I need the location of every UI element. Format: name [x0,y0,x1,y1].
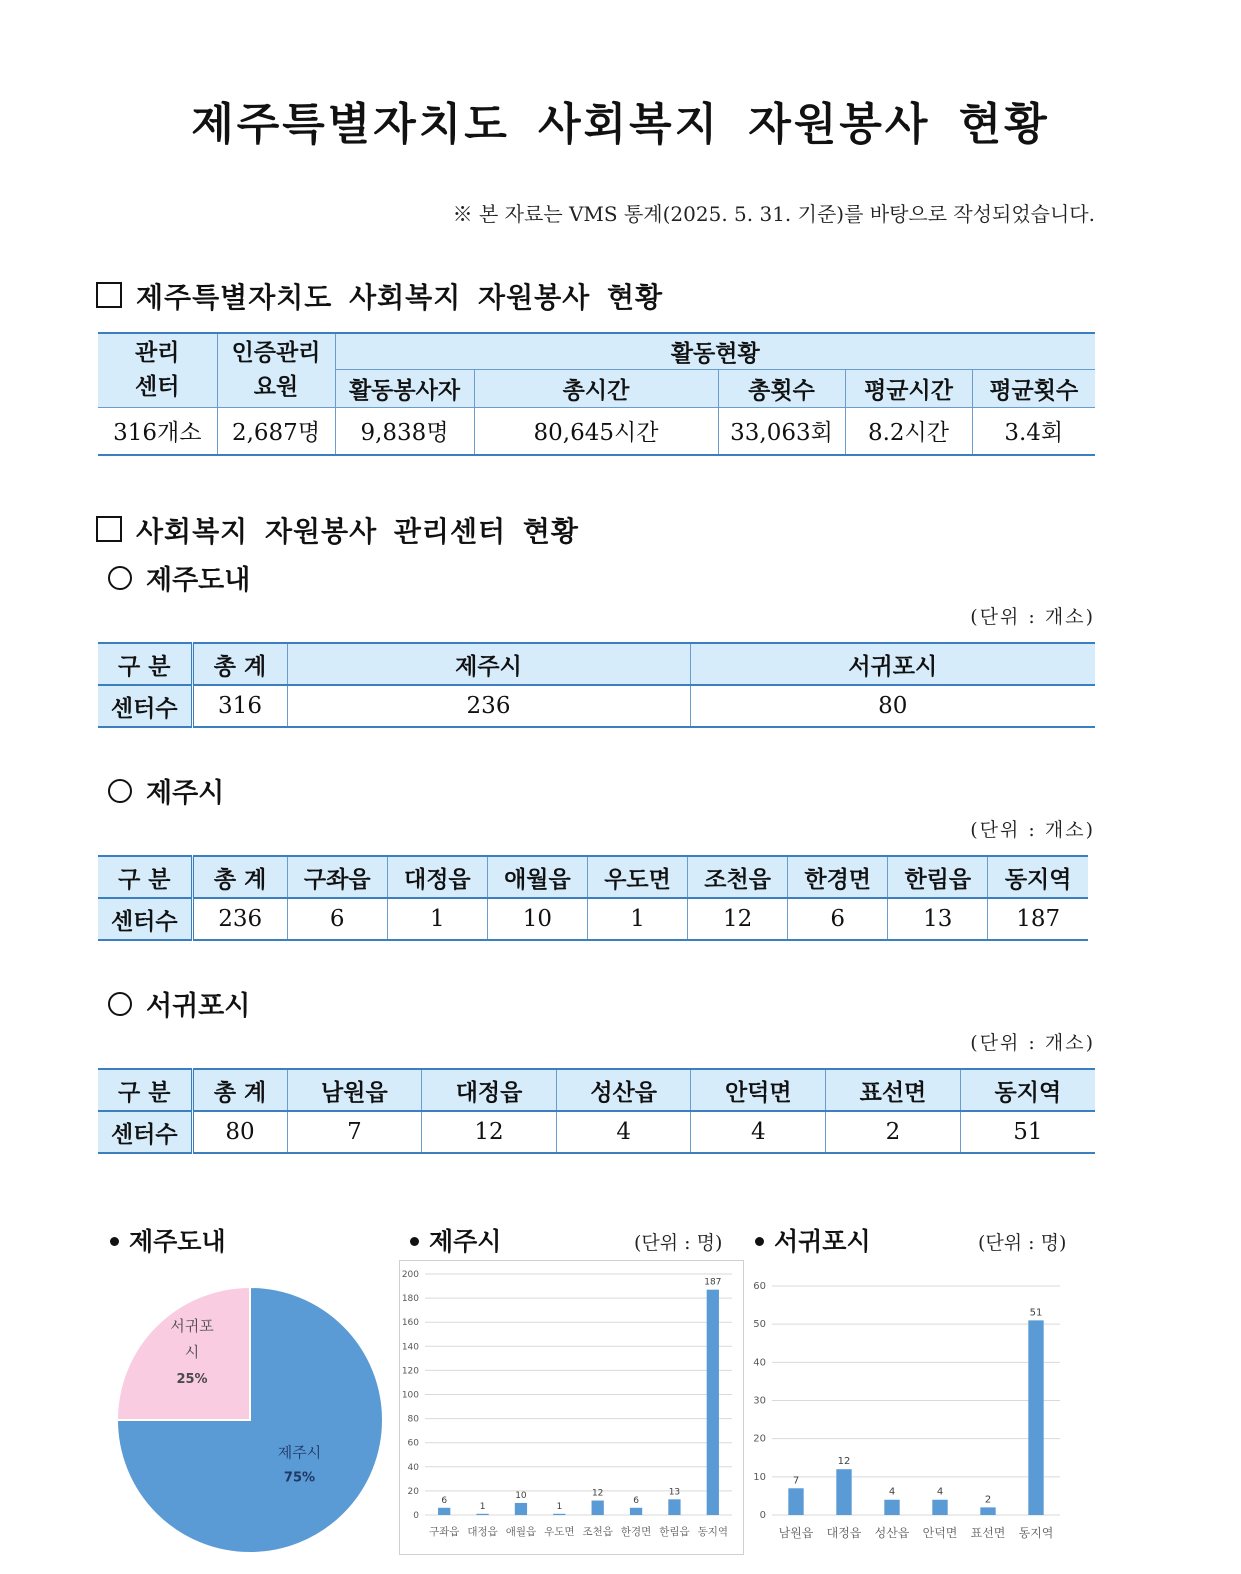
y-tick-label: 180 [401,1294,419,1305]
dot-bullet-icon [755,1237,764,1246]
column-header: 조천읍 [688,856,788,898]
subheading-text: 제주도내 [146,565,251,596]
section-heading-text: 제주특별자치도 사회복지 자원봉사 현황 [136,281,664,314]
subheading-text: 제주시 [146,778,225,809]
y-tick-label: 50 [753,1319,766,1331]
y-tick-label: 40 [753,1357,766,1369]
bar [515,1503,527,1515]
jeju-table [98,855,1088,941]
cell-value: 80 [690,685,1095,727]
value-avg-hours: 8.2시간 [845,407,972,455]
y-tick-label: 30 [753,1395,766,1407]
x-tick-label: 구좌읍 [428,1526,460,1538]
row-label: 센터수 [98,898,192,940]
header-avg-hours: 평균시간 [845,369,972,407]
header-avg-count: 평균횟수 [972,369,1095,407]
bar [884,1500,899,1515]
pie-label: 제주시 [277,1443,322,1462]
y-tick-label: 160 [401,1318,419,1329]
y-tick-label: 20 [407,1486,419,1497]
column-header: 표선면 [826,1069,961,1111]
cell-value: 12 [688,898,788,940]
header-volunteers: 활동봉사자 [335,369,474,407]
header-center: 관리 센터 [98,333,217,407]
total-label: 총 계 [192,1069,287,1111]
x-tick-label: 대정읍 [826,1526,862,1540]
total-label: 총 계 [192,856,287,898]
data-label: 4 [888,1486,896,1498]
column-header: 남원읍 [287,1069,422,1111]
data-label: 187 [704,1277,722,1288]
province-table [98,642,1095,728]
col-label: 구 분 [98,643,192,685]
total-label: 총 계 [192,643,287,685]
subheading-text: 서귀포시 [146,991,251,1022]
subheading-province [108,558,250,597]
cell-value: 51 [960,1111,1095,1153]
x-tick-label: 한경면 [620,1526,652,1538]
dot-bullet-icon [110,1237,119,1246]
bar [668,1499,680,1515]
x-tick-label: 남원읍 [778,1526,814,1540]
y-tick-label: 10 [753,1471,766,1483]
value-total-hours: 80,645시간 [474,407,718,455]
square-bullet-icon [96,282,122,308]
chart-unit-seogwipo: (단위 : 명) [978,1232,1067,1254]
data-label: 12 [837,1456,851,1468]
data-label: 4 [936,1486,944,1498]
chart-unit-jeju: (단위 : 명) [634,1232,723,1254]
section-heading-overview [96,276,663,316]
total-value: 236 [192,898,287,940]
value-center: 316개소 [98,407,217,455]
data-label: 1 [479,1501,486,1512]
square-bullet-icon [96,516,122,542]
pie-label: 서귀포 [170,1317,214,1336]
x-tick-label: 표선면 [970,1526,1006,1540]
data-label: 13 [668,1487,681,1498]
data-label: 7 [792,1475,800,1487]
header-activity: 활동현황 [335,333,1095,369]
y-tick-label: 60 [407,1438,419,1449]
cell-value: 6 [287,898,387,940]
bar [630,1508,642,1515]
x-tick-label: 성산읍 [874,1526,910,1540]
unit-label: (단위 : 개소) [970,1032,1095,1054]
source-note: ※ 본 자료는 VMS 통계(2025. 5. 31. 기준)를 바탕으로 작성되었습니다. [452,202,1095,226]
column-header: 한경면 [788,856,888,898]
y-tick-label: 0 [759,1510,766,1521]
y-tick-label: 100 [401,1390,419,1401]
y-tick-label: 20 [753,1433,766,1445]
y-tick-label: 200 [401,1270,419,1280]
x-tick-label: 한림읍 [659,1526,690,1538]
column-header: 서귀포시 [690,643,1095,685]
chart-heading-text: 제주도내 [129,1227,226,1256]
seogwipo-table [98,1068,1095,1154]
bar [788,1488,803,1515]
cell-value: 12 [422,1111,557,1153]
y-tick-label: 120 [401,1366,419,1377]
chart-heading-jeju [410,1222,501,1258]
circle-bullet-icon [108,779,132,803]
header-total-hours: 총시간 [474,369,718,407]
cell-value: 1 [387,898,487,940]
x-tick-label: 동지역 [697,1526,729,1538]
chart-heading-seogwipo [755,1222,871,1258]
unit-label: (단위 : 개소) [970,606,1095,628]
chart-frame [400,1261,744,1555]
column-header: 안덕면 [691,1069,826,1111]
overview-table [98,332,1095,456]
bar [1028,1320,1043,1515]
cell-value: 6 [788,898,888,940]
x-tick-label: 안덕면 [922,1526,958,1540]
chart-heading-pie [110,1222,226,1258]
x-tick-label: 우도면 [544,1526,575,1538]
column-header: 구좌읍 [287,856,387,898]
column-header: 제주시 [287,643,690,685]
value-total-count: 33,063회 [718,407,845,455]
cell-value: 13 [888,898,988,940]
column-header: 동지역 [988,856,1088,898]
row-label: 센터수 [98,685,192,727]
pie-label: 75% [283,1470,316,1486]
total-value: 80 [192,1111,287,1153]
circle-bullet-icon [108,566,132,590]
chart-heading-text: 서귀포시 [774,1227,871,1256]
header-staff: 인증관리 요원 [217,333,335,407]
column-header: 우도면 [587,856,687,898]
value-staff: 2,687명 [217,407,335,455]
cell-value: 4 [556,1111,691,1153]
cell-value: 7 [287,1111,422,1153]
cell-value: 2 [826,1111,961,1153]
pie-label: 25% [176,1372,208,1388]
cell-value: 1 [587,898,687,940]
data-label: 6 [441,1495,448,1506]
column-header: 동지역 [960,1069,1095,1111]
bar [707,1290,719,1515]
pie-chart [100,1270,400,1570]
cell-value: 187 [988,898,1088,940]
subheading-jeju [108,771,224,810]
bar-chart-jeju [399,1260,744,1555]
cell-value: 236 [287,685,690,727]
data-label: 51 [1029,1307,1043,1319]
y-tick-label: 80 [407,1414,419,1425]
bar [553,1514,565,1515]
col-label: 구 분 [98,1069,192,1111]
y-tick-label: 0 [413,1511,419,1521]
chart-heading-text: 제주시 [429,1227,502,1256]
pie-slice [117,1287,250,1420]
column-header: 애월읍 [487,856,587,898]
bar-chart-seogwipo [750,1268,1080,1553]
column-header: 대정읍 [422,1069,557,1111]
col-label: 구 분 [98,856,192,898]
y-tick-label: 60 [753,1281,766,1292]
bar [980,1507,995,1515]
column-header: 한림읍 [888,856,988,898]
total-value: 316 [192,685,287,727]
bar [836,1469,851,1515]
value-volunteers: 9,838명 [335,407,474,455]
unit-label: (단위 : 개소) [970,819,1095,841]
column-header: 성산읍 [556,1069,691,1111]
x-tick-label: 대정읍 [467,1526,498,1538]
pie-label: 시 [184,1343,200,1362]
section-heading-text: 사회복지 자원봉사 관리센터 현황 [136,515,579,548]
column-header: 대정읍 [387,856,487,898]
data-label: 12 [591,1488,604,1499]
data-label: 6 [633,1495,639,1506]
bar [592,1501,604,1515]
dot-bullet-icon [410,1237,419,1246]
data-label: 1 [556,1501,563,1512]
bar [476,1514,488,1515]
value-avg-count: 3.4회 [972,407,1095,455]
data-label: 2 [984,1494,992,1506]
x-tick-label: 동지역 [1018,1526,1054,1540]
header-total-count: 총횟수 [718,369,845,407]
x-tick-label: 조천읍 [582,1526,613,1538]
page-title: 제주특별자치도 사회복지 자원봉사 현황 [191,99,1050,150]
subheading-seogwipo [108,984,250,1023]
circle-bullet-icon [108,992,132,1016]
cell-value: 10 [487,898,587,940]
row-label: 센터수 [98,1111,192,1153]
cell-value: 4 [691,1111,826,1153]
bar [932,1500,947,1515]
bar [438,1508,450,1515]
section-heading-centers [96,510,579,550]
y-tick-label: 140 [401,1342,419,1353]
x-tick-label: 애월읍 [505,1526,537,1538]
data-label: 10 [515,1490,527,1501]
y-tick-label: 40 [407,1462,419,1473]
